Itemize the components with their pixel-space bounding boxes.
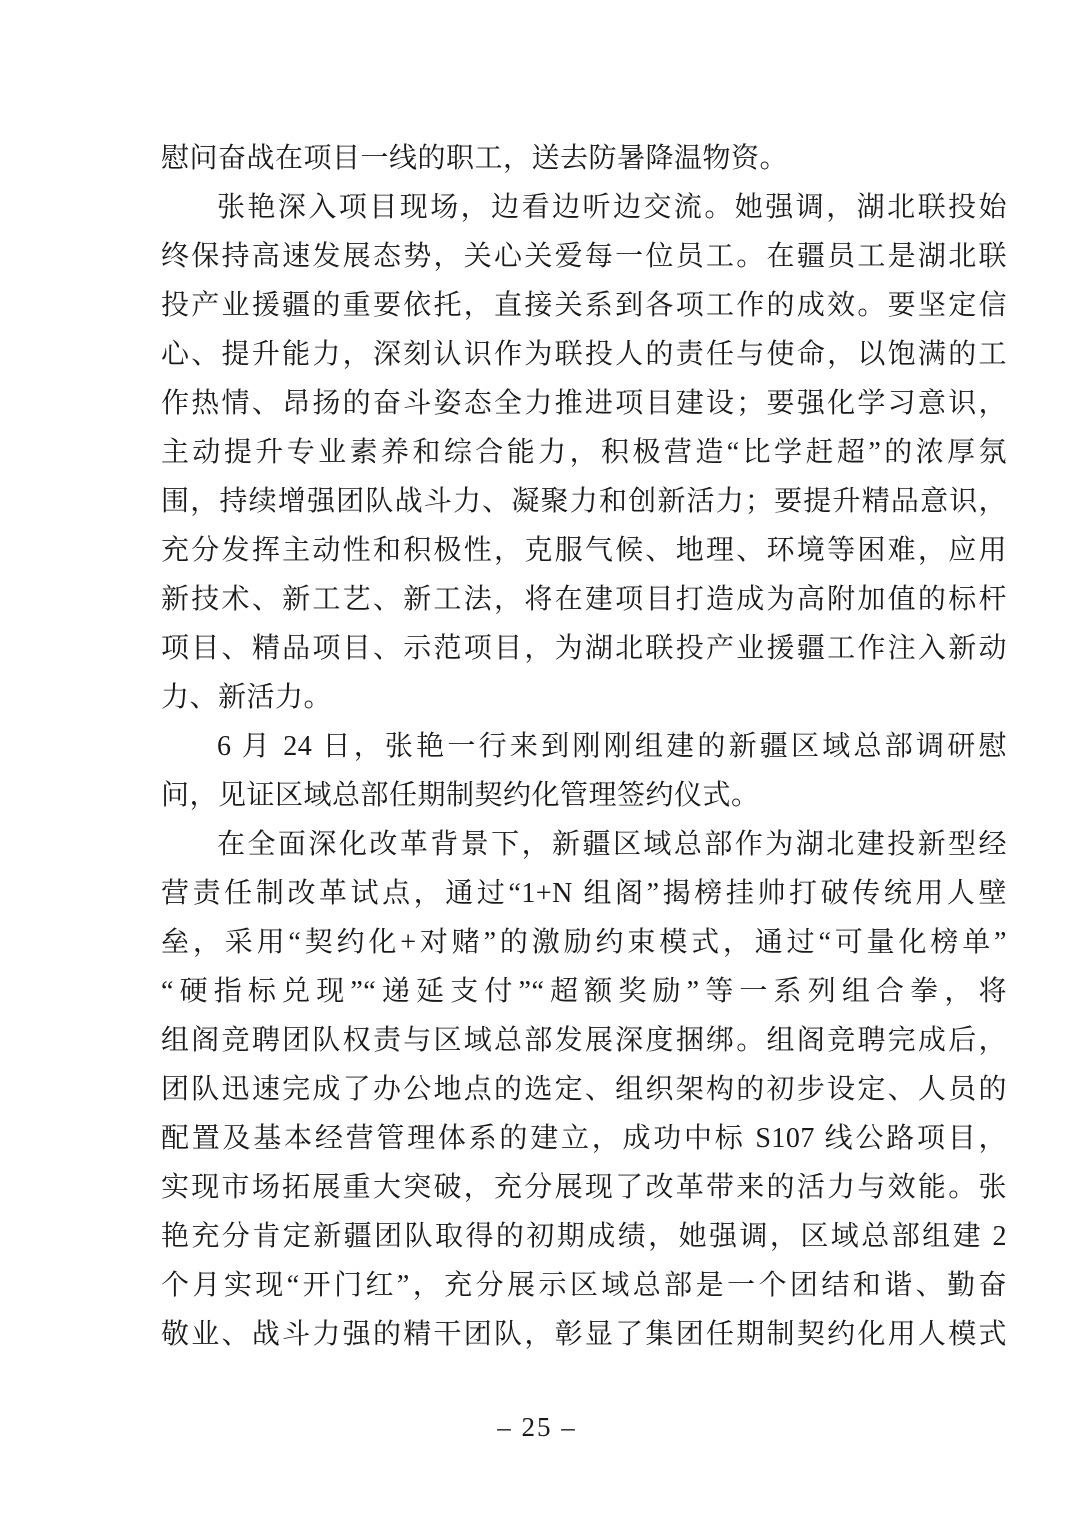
text-line: 力、新活力。 bbox=[161, 682, 333, 713]
page-number: – 25 – bbox=[497, 1412, 577, 1442]
text-line: 投产业援疆的重要依托，直接关系到各项工作的成效。要坚定信 bbox=[161, 290, 1007, 321]
text-line: 实现市场拓展重大突破，充分展现了改革带来的活力与效能。张 bbox=[161, 1172, 1007, 1203]
text-line: 垒，采用“契约化+对赌”的激励约束模式，通过“可量化榜单” bbox=[161, 927, 1007, 958]
text-line: 在全面深化改革背景下，新疆区域总部作为湖北建投新型经 bbox=[217, 829, 1007, 860]
text-line: 6 月 24 日，张艳一行来到刚刚组建的新疆区域总部调研慰 bbox=[217, 731, 1007, 762]
text-line: 项目、精品项目、示范项目，为湖北联投产业援疆工作注入新动 bbox=[161, 633, 1007, 664]
text-line: 作热情、昂扬的奋斗姿态全力推进项目建设；要强化学习意识， bbox=[161, 388, 1007, 419]
document-body bbox=[161, 134, 1007, 1359]
text-line: 团队迅速完成了办公地点的选定、组织架构的初步设定、人员的 bbox=[161, 1074, 1007, 1105]
text-line: 终保持高速发展态势，关心关爱每一位员工。在疆员工是湖北联 bbox=[161, 241, 1007, 272]
text-line: 慰问奋战在项目一线的职工，送去防暑降温物资。 bbox=[161, 143, 789, 174]
text-line: 营责任制改革试点，通过“1+N 组阁”揭榜挂帅打破传统用人壁 bbox=[161, 878, 1007, 909]
text-line: 配置及基本经营管理体系的建立，成功中标 S107 线公路项目， bbox=[161, 1123, 1007, 1154]
text-line: 围，持续增强团队战斗力、凝聚力和创新活力；要提升精品意识， bbox=[161, 486, 1007, 517]
text-line: 充分发挥主动性和积极性，克服气候、地理、环境等困难，应用 bbox=[161, 535, 1007, 566]
text-line: “硬指标兑现”“递延支付”“超额奖励”等一系列组合拳，将 bbox=[161, 976, 1007, 1007]
text-line: 艳充分肯定新疆团队取得的初期成绩，她强调，区域总部组建 2 bbox=[161, 1221, 1007, 1252]
text-line: 张艳深入项目现场，边看边听边交流。她强调，湖北联投始 bbox=[217, 192, 1007, 223]
text-line: 新技术、新工艺、新工法，将在建项目打造成为高附加值的标杆 bbox=[161, 584, 1007, 615]
text-line: 问，见证区域总部任期制契约化管理签约仪式。 bbox=[161, 780, 760, 811]
text-line: 敬业、战斗力强的精干团队，彰显了集团任期制契约化用人模式 bbox=[161, 1319, 1007, 1350]
text-line: 心、提升能力，深刻认识作为联投人的责任与使命，以饱满的工 bbox=[161, 339, 1007, 370]
text-line: 组阁竞聘团队权责与区域总部发展深度捆绑。组阁竞聘完成后， bbox=[161, 1025, 1007, 1056]
text-line: 个月实现“开门红”，充分展示区域总部是一个团结和谐、勤奋 bbox=[161, 1270, 1007, 1301]
text-line: 主动提升专业素养和综合能力，积极营造“比学赶超”的浓厚氛 bbox=[161, 437, 1007, 468]
